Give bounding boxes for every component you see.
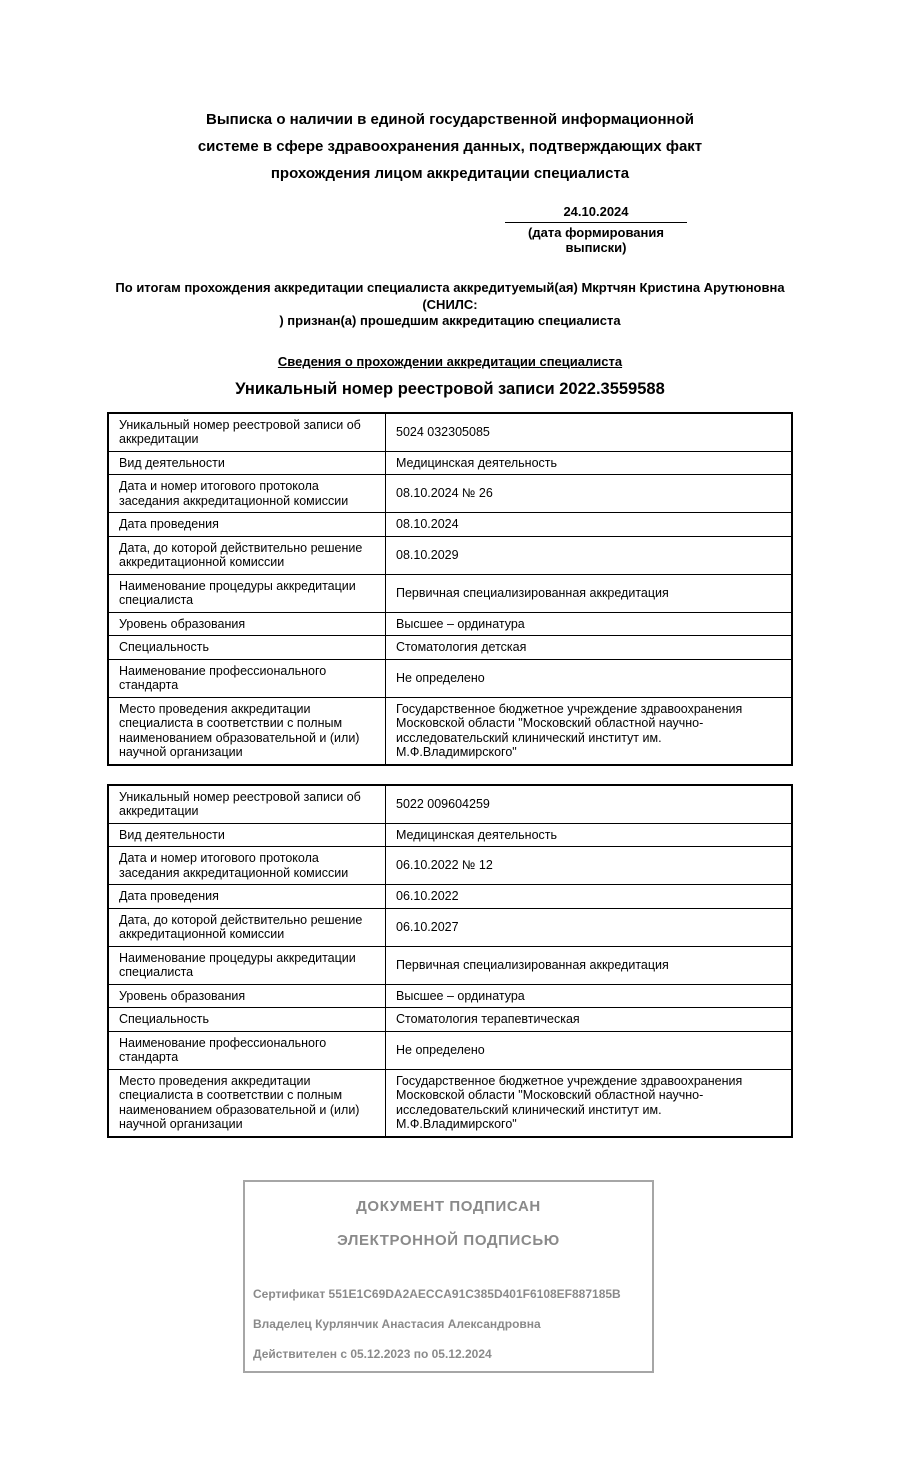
row-label: Специальность bbox=[108, 636, 386, 660]
row-label: Наименование профессионального стандарта bbox=[108, 659, 386, 697]
row-value: Медицинская деятельность bbox=[386, 451, 793, 475]
row-value: Государственное бюджетное учреждение здравоохранения Московской области "Московский областной научно-исследовательский клинический институт им. М.Ф.Владимирского" bbox=[386, 1069, 793, 1137]
section-heading: Сведения о прохождении аккредитации специалиста bbox=[277, 353, 623, 369]
row-label: Уровень образования bbox=[108, 612, 386, 636]
signature-box bbox=[243, 1180, 654, 1373]
document-content bbox=[0, 106, 900, 1373]
table-row bbox=[108, 823, 792, 847]
row-value: 06.10.2027 bbox=[386, 908, 793, 946]
row-value: 06.10.2022 № 12 bbox=[386, 847, 793, 885]
row-value: 08.10.2024 bbox=[386, 513, 793, 537]
signature-title-line-2: ЭЛЕКТРОННОЙ ПОДПИСЬЮ bbox=[337, 1231, 560, 1249]
row-label: Уникальный номер реестровой записи об аккредитации bbox=[108, 785, 386, 824]
accreditation-table-1 bbox=[107, 412, 793, 766]
accreditation-table-2 bbox=[107, 784, 793, 1138]
table-row bbox=[108, 451, 792, 475]
row-value: 08.10.2029 bbox=[386, 536, 793, 574]
table-row bbox=[108, 847, 792, 885]
row-label: Наименование процедуры аккредитации специалиста bbox=[108, 574, 386, 612]
row-value: Первичная специализированная аккредитация bbox=[386, 946, 793, 984]
table-row bbox=[108, 536, 792, 574]
row-label: Вид деятельности bbox=[108, 451, 386, 475]
table-row bbox=[108, 574, 792, 612]
accreditation-table-1-body bbox=[108, 413, 792, 765]
row-value: Стоматология терапевтическая bbox=[386, 1008, 793, 1032]
row-value: 5024 032305085 bbox=[386, 413, 793, 452]
formation-date-caption: (дата формирования выписки) bbox=[528, 225, 664, 255]
row-label: Дата и номер итогового протокола заседания аккредитационной комиссии bbox=[108, 475, 386, 513]
table-row bbox=[108, 697, 792, 765]
table-row bbox=[108, 1031, 792, 1069]
table-row bbox=[108, 1008, 792, 1032]
row-label: Место проведения аккредитации специалиста в соответствии с полным наименованием образовательной и (или) научной организации bbox=[108, 697, 386, 765]
row-value: Не определено bbox=[386, 659, 793, 697]
row-value: Высшее – ординатура bbox=[386, 612, 793, 636]
signature-certificate: Сертификат 551E1C69DA2AECCA91C385D401F6108EF887185B bbox=[253, 1286, 621, 1301]
document-page bbox=[0, 106, 900, 1471]
table-row bbox=[108, 636, 792, 660]
page-title-line: Выписка о наличии в единой государственной информационной bbox=[206, 111, 694, 128]
row-label: Дата и номер итогового протокола заседания аккредитационной комиссии bbox=[108, 847, 386, 885]
table-row bbox=[108, 885, 792, 909]
row-label: Специальность bbox=[108, 1008, 386, 1032]
row-value: 06.10.2022 bbox=[386, 885, 793, 909]
page-title-line: системе в сфере здравоохранения данных, подтверждающих факт bbox=[197, 138, 703, 155]
page-title bbox=[107, 106, 793, 187]
table-row bbox=[108, 413, 792, 452]
page-title-line: прохождения лицом аккредитации специалиста bbox=[270, 165, 630, 182]
row-label: Дата проведения bbox=[108, 513, 386, 537]
row-value: Первичная специализированная аккредитация bbox=[386, 574, 793, 612]
table-row bbox=[108, 785, 792, 824]
formation-date-block bbox=[505, 204, 687, 255]
table-row bbox=[108, 984, 792, 1008]
row-label: Вид деятельности bbox=[108, 823, 386, 847]
row-value: 08.10.2024 № 26 bbox=[386, 475, 793, 513]
intro-line: ) признан(а) прошедшим аккредитацию специалиста bbox=[279, 313, 621, 328]
table-row bbox=[108, 612, 792, 636]
row-label: Место проведения аккредитации специалиста в соответствии с полным наименованием образовательной и (или) научной организации bbox=[108, 1069, 386, 1137]
row-value: 5022 009604259 bbox=[386, 785, 793, 824]
row-label: Наименование профессионального стандарта bbox=[108, 1031, 386, 1069]
row-label: Дата, до которой действительно решение аккредитационной комиссии bbox=[108, 908, 386, 946]
signature-validity: Действителен с 05.12.2023 по 05.12.2024 bbox=[253, 1346, 492, 1361]
table-row bbox=[108, 513, 792, 537]
row-value: Государственное бюджетное учреждение здравоохранения Московской области "Московский областной научно-исследовательский клинический институт им. М.Ф.Владимирского" bbox=[386, 697, 793, 765]
row-label: Уникальный номер реестровой записи об аккредитации bbox=[108, 413, 386, 452]
intro-paragraph bbox=[107, 280, 793, 330]
formation-date: 24.10.2024 bbox=[505, 204, 687, 223]
signature-owner: Владелец Курлянчик Анастасия Александровна bbox=[253, 1316, 541, 1331]
table-row bbox=[108, 908, 792, 946]
table-row bbox=[108, 475, 792, 513]
row-value: Медицинская деятельность bbox=[386, 823, 793, 847]
table-row bbox=[108, 659, 792, 697]
row-value: Не определено bbox=[386, 1031, 793, 1069]
row-value: Стоматология детская bbox=[386, 636, 793, 660]
signature-title-line-1: ДОКУМЕНТ ПОДПИСАН bbox=[356, 1197, 541, 1215]
row-label: Наименование процедуры аккредитации специалиста bbox=[108, 946, 386, 984]
row-label: Дата, до которой действительно решение аккредитационной комиссии bbox=[108, 536, 386, 574]
row-value: Высшее – ординатура bbox=[386, 984, 793, 1008]
table-row bbox=[108, 1069, 792, 1137]
record-number-heading: Уникальный номер реестровой записи 2022.3559588 bbox=[235, 379, 665, 398]
intro-line: По итогам прохождения аккредитации специалиста аккредитуемый(ая) Мкртчян Кристина Арутюновна (СНИЛС: bbox=[115, 280, 785, 312]
table-row bbox=[108, 946, 792, 984]
row-label: Уровень образования bbox=[108, 984, 386, 1008]
accreditation-table-2-body bbox=[108, 785, 792, 1137]
row-label: Дата проведения bbox=[108, 885, 386, 909]
